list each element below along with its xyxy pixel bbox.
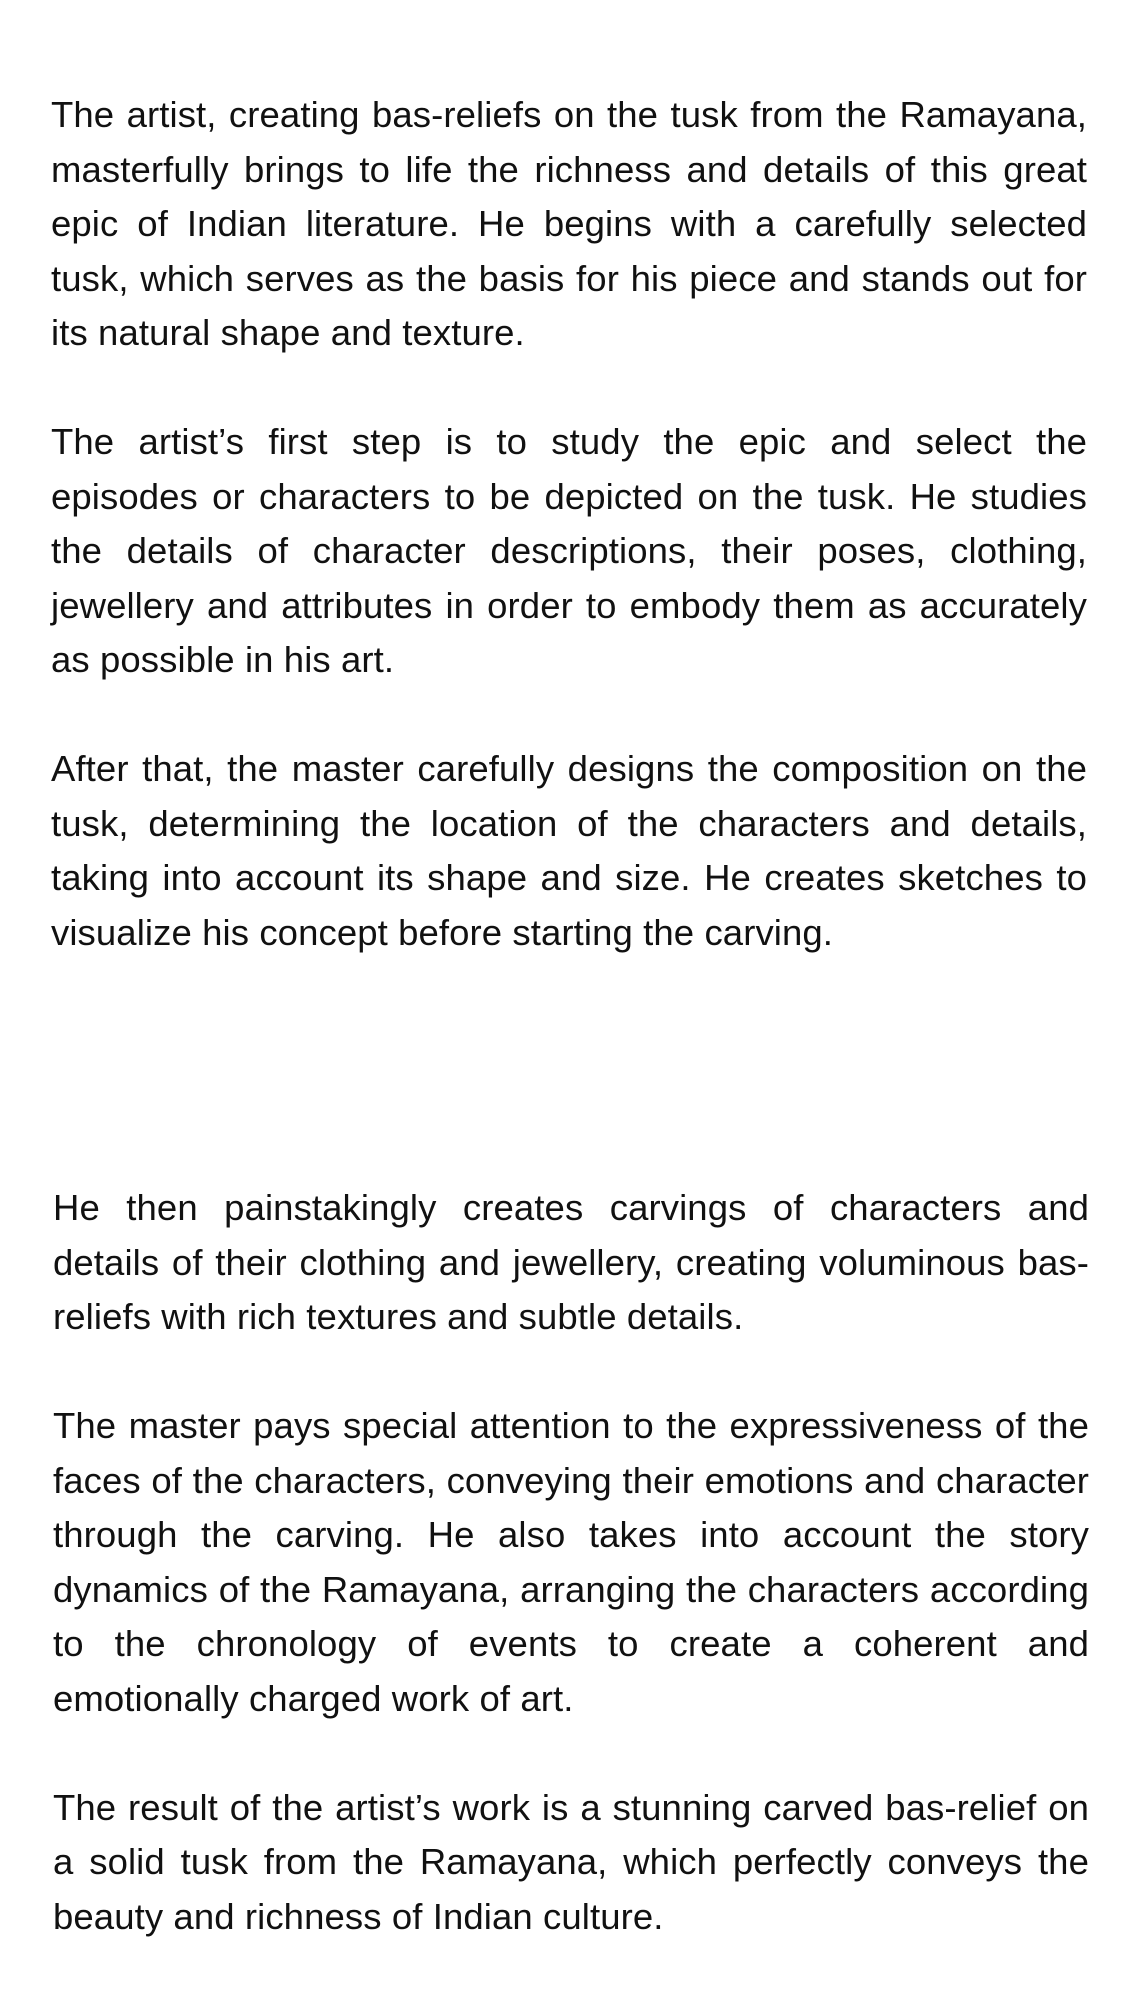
paragraph-result: The result of the artist’s work is a stunning carved bas-relief on a solid tusk from the Ramayana, which perfectly conveys the beauty and richness of Indian culture. [53, 1786, 1089, 1937]
paragraph-composition: After that, the master carefully designs the composition on the tusk, determining the location of the characters and details, taking into account its shape and size. He creates sketches to visualize his concept before starting the carving. [51, 748, 1087, 953]
paragraph-carving: He then painstakingly creates carvings of characters and details of their clothing and jewellery, creating voluminous bas-reliefs with rich textures and subtle details. [53, 1187, 1089, 1337]
article-section-second [53, 1181, 1089, 1944]
paragraph-intro: The artist, creating bas-reliefs on the tusk from the Ramayana, masterfully brings to life the richness and details of this great epic of Indian literature. He begins with a carefully selected tusk, which serves as the basis for his piece and stands out for its natural shape and texture. [51, 94, 1087, 353]
article-section-first [51, 88, 1087, 960]
paragraph-expressiveness: The master pays special attention to the expressiveness of the faces of the characters, conveying their emotions and character through the carving. He also takes into account the story dynamics of the Ramayana, arranging the characters according to the chronology of events to create a coherent and emotionally charged work of art. [53, 1405, 1089, 1719]
paragraph-first-step: The artist’s first step is to study the epic and select the episodes or characters to be depicted on the tusk. He studies the details of character descriptions, their poses, clothing, jewellery and attributes in order to embody them as accurately as possible in his art. [51, 421, 1087, 680]
